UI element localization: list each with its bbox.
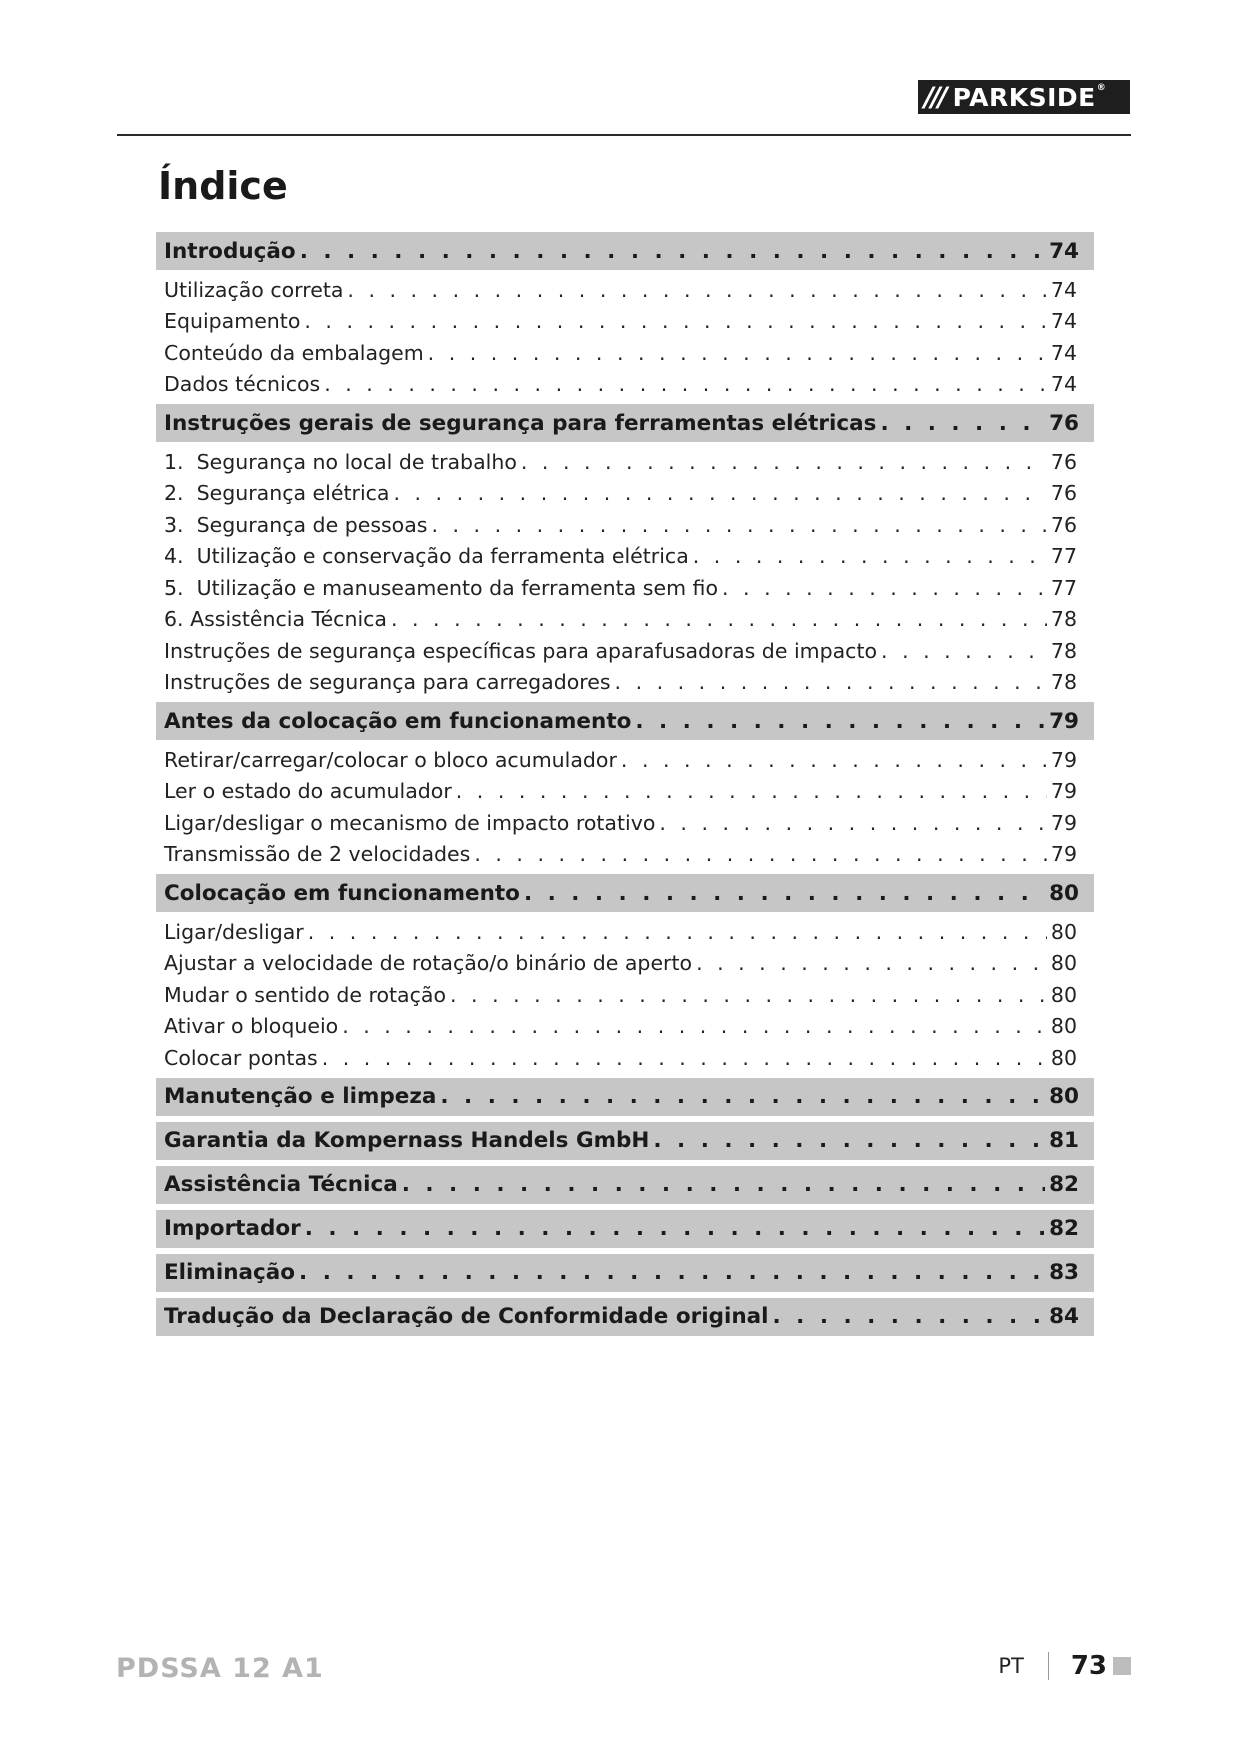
dot-leader (428, 341, 1047, 365)
toc-item-label: 1. Segurança no local de trabalho (164, 449, 517, 474)
footer-page-info (998, 1651, 1131, 1681)
footer-language: PT (998, 1654, 1024, 1678)
toc-section-label: Colocação em funcionamento (164, 880, 520, 906)
toc-item[interactable] (156, 916, 1094, 948)
toc-section-label: Eliminação (164, 1260, 296, 1285)
dot-leader (456, 779, 1047, 803)
toc-section-colocacao-funcionamento[interactable] (156, 874, 1094, 912)
toc-item[interactable] (156, 369, 1094, 401)
toc-section-label: Instruções gerais de segurança para ferramentas elétricas (164, 410, 877, 436)
dot-leader (300, 239, 1045, 264)
dot-leader (440, 1084, 1045, 1109)
toc-section-label: Tradução da Declaração de Conformidade original (164, 1304, 769, 1329)
toc-item-label: Instruções de segurança específicas para aparafusadoras de impacto (164, 638, 878, 663)
toc-item[interactable] (156, 478, 1094, 510)
toc-item[interactable] (156, 1042, 1094, 1074)
toc-item[interactable] (156, 635, 1094, 667)
toc-item[interactable] (156, 744, 1094, 776)
toc-item-label: Equipamento (164, 309, 301, 334)
toc-page-number: 76 (1050, 481, 1077, 506)
header-divider (117, 134, 1131, 136)
toc-item-label: Ligar/desligar (164, 919, 304, 944)
dot-leader (308, 920, 1047, 944)
toc-section-label: Antes da colocação em funcionamento (164, 708, 632, 734)
toc-page-number: 78 (1050, 607, 1077, 632)
toc-page-number: 82 (1049, 1216, 1079, 1241)
toc-page-number: 80 (1050, 951, 1077, 976)
toc-item-label: Ajustar a velocidade de rotação/o binário de aperto (164, 951, 693, 976)
dot-leader (304, 309, 1047, 333)
dot-leader (693, 544, 1047, 568)
dot-leader (635, 709, 1045, 734)
toc-item-label: Retirar/carregar/colocar o bloco acumulador (164, 747, 617, 772)
logo-registered-mark: ® (1096, 83, 1107, 93)
toc-page-number: 74 (1050, 372, 1077, 397)
toc-page-number: 80 (1050, 1014, 1077, 1039)
dot-leader (347, 278, 1046, 302)
toc-page-number: 74 (1049, 238, 1079, 264)
toc-section-instrucoes-seguranca[interactable] (156, 404, 1094, 442)
footer-square-marker (1113, 1657, 1131, 1675)
dot-leader (431, 513, 1046, 537)
toc-page-number: 84 (1049, 1304, 1079, 1329)
dot-leader (524, 881, 1045, 906)
footer-divider (1048, 1652, 1049, 1680)
toc-page-number: 78 (1050, 670, 1077, 695)
toc-item[interactable] (156, 572, 1094, 604)
dot-leader (402, 1172, 1045, 1197)
dot-leader (881, 639, 1047, 663)
dot-leader (322, 1046, 1047, 1070)
toc-item[interactable] (156, 776, 1094, 808)
dot-leader (450, 983, 1047, 1007)
toc-section-label: Garantia da Kompernass Handels GmbH (164, 1128, 650, 1153)
dot-leader (521, 450, 1047, 474)
toc-item[interactable] (156, 337, 1094, 369)
toc-item[interactable] (156, 306, 1094, 338)
dot-leader (880, 411, 1045, 436)
dot-leader (391, 607, 1047, 631)
toc-section-antes-funcionamento[interactable] (156, 702, 1094, 740)
toc-page-number: 80 (1049, 880, 1079, 906)
toc-page-number: 79 (1050, 747, 1077, 772)
toc-page-number: 77 (1050, 575, 1077, 600)
dot-leader (299, 1260, 1045, 1285)
toc-page-number: 76 (1050, 512, 1077, 537)
toc-page-number: 79 (1050, 842, 1077, 867)
toc-item-label: Dados técnicos (164, 372, 321, 397)
parkside-logo (918, 80, 1130, 114)
toc-item[interactable] (156, 604, 1094, 636)
toc-item[interactable] (156, 839, 1094, 871)
toc-section-garantia[interactable] (156, 1122, 1094, 1160)
logo-text: PARKSIDE (952, 82, 1096, 112)
toc-page-number: 80 (1050, 982, 1077, 1007)
toc-page-number: 82 (1049, 1172, 1079, 1197)
toc-item-label: Utilização correta (164, 277, 344, 302)
toc-item[interactable] (156, 979, 1094, 1011)
toc-item-label: Ligar/desligar o mecanismo de impacto rotativo (164, 810, 656, 835)
toc-section-importador[interactable] (156, 1210, 1094, 1248)
toc-item-label: 3. Segurança de pessoas (164, 512, 428, 537)
toc-item[interactable] (156, 541, 1094, 573)
dot-leader (653, 1128, 1045, 1153)
toc-page-number: 76 (1049, 410, 1079, 436)
toc-page-number: 81 (1049, 1128, 1079, 1153)
footer-page-number: 73 (1070, 1651, 1107, 1681)
toc-item-label: Instruções de segurança para carregadores (164, 670, 611, 695)
dot-leader (342, 1014, 1047, 1038)
dot-leader (474, 842, 1047, 866)
toc-page-number: 74 (1050, 340, 1077, 365)
dot-leader (305, 1216, 1045, 1241)
dot-leader (615, 670, 1047, 694)
logo-slashes: /// (924, 81, 945, 113)
toc-item-label: Ler o estado do acumulador (164, 779, 452, 804)
toc-page-number: 79 (1049, 708, 1079, 734)
toc-item-label: Colocar pontas (164, 1045, 318, 1070)
dot-leader (393, 481, 1046, 505)
toc-page-number: 80 (1050, 919, 1077, 944)
toc-item-label: 2. Segurança elétrica (164, 481, 390, 506)
toc-item-label: 5. Utilização e manuseamento da ferramenta sem fio (164, 575, 719, 600)
toc-page-number: 79 (1050, 779, 1077, 804)
toc-item[interactable] (156, 948, 1094, 980)
toc-item-label: Transmissão de 2 velocidades (164, 842, 471, 867)
toc-section-manutencao[interactable] (156, 1078, 1094, 1116)
page-title: Índice (158, 164, 288, 208)
toc-section-eliminacao[interactable] (156, 1254, 1094, 1292)
toc-section-label: Manutenção e limpeza (164, 1084, 437, 1109)
toc-item-label: Ativar o bloqueio (164, 1014, 339, 1039)
toc-page-number: 78 (1050, 638, 1077, 663)
toc-item-label: 4. Utilização e conservação da ferramenta elétrica (164, 544, 689, 569)
toc-item-label: Mudar o sentido de rotação (164, 982, 446, 1007)
toc-section-label: Assistência Técnica (164, 1172, 398, 1197)
dot-leader (696, 951, 1047, 975)
toc-section-label: Importador (164, 1216, 301, 1241)
toc-page-number: 83 (1049, 1260, 1079, 1285)
toc-page-number: 80 (1049, 1084, 1079, 1109)
toc-section-introducao[interactable] (156, 232, 1094, 270)
toc-item[interactable] (156, 667, 1094, 699)
toc-item[interactable] (156, 446, 1094, 478)
toc-item-label: Conteúdo da embalagem (164, 340, 424, 365)
toc-item[interactable] (156, 274, 1094, 306)
toc-item-label: 6. Assistência Técnica (164, 607, 387, 632)
toc-section-label: Introdução (164, 238, 296, 264)
dot-leader (621, 748, 1047, 772)
toc-page-number: 77 (1050, 544, 1077, 569)
toc-page-number: 74 (1050, 277, 1077, 302)
dot-leader (773, 1304, 1046, 1329)
toc-section-declaracao[interactable] (156, 1298, 1094, 1336)
toc-item[interactable] (156, 1011, 1094, 1043)
toc-page-number: 74 (1050, 309, 1077, 334)
toc-section-assistencia[interactable] (156, 1166, 1094, 1204)
toc-page-number: 76 (1050, 449, 1077, 474)
toc-page-number: 79 (1050, 810, 1077, 835)
footer-model-name: PDSSA 12 A1 (116, 1653, 324, 1684)
toc-item[interactable] (156, 807, 1094, 839)
dot-leader (722, 576, 1047, 600)
dot-leader (659, 811, 1047, 835)
toc-page-number: 80 (1050, 1045, 1077, 1070)
toc-item[interactable] (156, 509, 1094, 541)
table-of-contents (156, 232, 1094, 1336)
dot-leader (324, 372, 1047, 396)
